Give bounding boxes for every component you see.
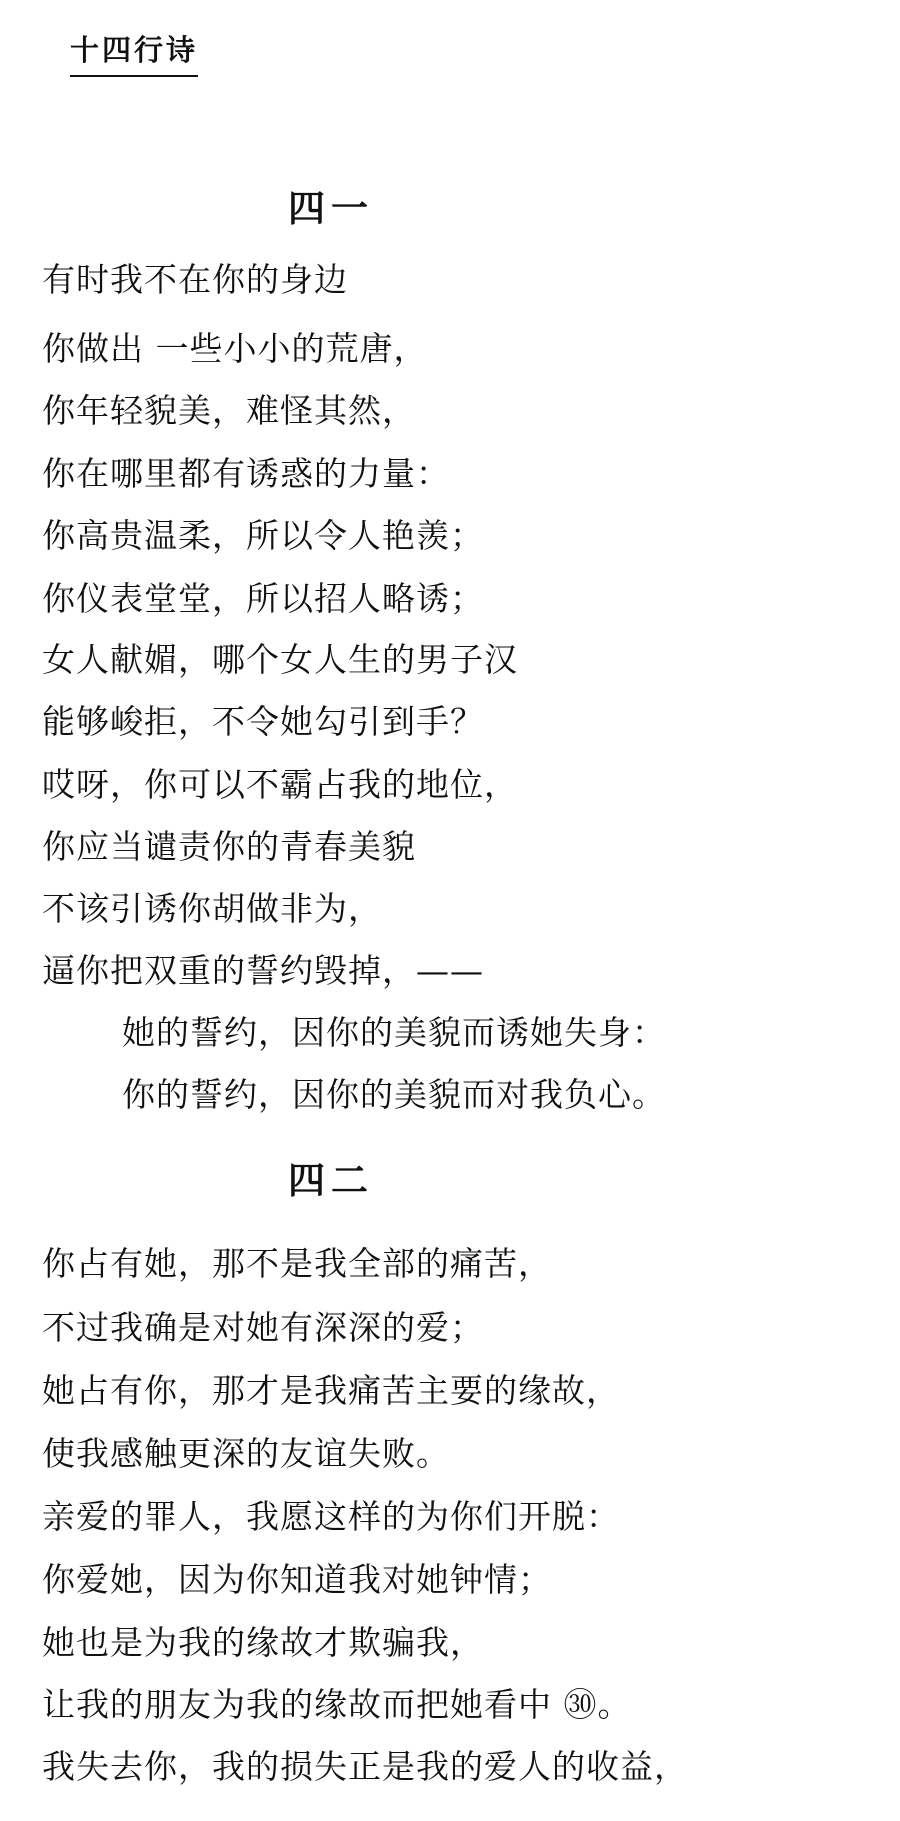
- poem-line: 能够峻拒，不令她勾引到手？: [42, 702, 484, 741]
- sonnet-title: 四二: [288, 1158, 374, 1202]
- poem-line: 亲爱的罪人，我愿这样的为你们开脱：: [42, 1497, 620, 1536]
- poem-line: 逼你把双重的誓约毁掉，——: [42, 951, 484, 990]
- poem-line: 哎呀，你可以不霸占我的地位，: [42, 765, 518, 804]
- poem-line: 你爱她，因为你知道我对她钟情；: [42, 1560, 552, 1599]
- poem-line: 你年轻貌美，难怪其然，: [42, 391, 416, 430]
- poem-line: 让我的朋友为我的缘故而把她看中 ㉚。: [42, 1685, 632, 1724]
- poem-line: 你的誓约，因你的美貌而对我负心。: [122, 1075, 666, 1114]
- poem-line: 她占有你，那才是我痛苦主要的缘故，: [42, 1371, 620, 1410]
- page-header: 十四行诗: [70, 28, 198, 77]
- poem-line: 她也是为我的缘故才欺骗我，: [42, 1623, 484, 1662]
- poem-line: 我失去你，我的损失正是我的爱人的收益，: [42, 1747, 688, 1786]
- poem-line: 不该引诱你胡做非为，: [42, 889, 382, 928]
- sonnet-title: 四一: [288, 186, 374, 230]
- poem-line: 有时我不在你的身边: [42, 260, 348, 299]
- poem-line: 你高贵温柔，所以令人艳羡；: [42, 516, 484, 555]
- poem-line: 她的誓约，因你的美貌而诱她失身：: [122, 1013, 666, 1052]
- poem-line: 你占有她，那不是我全部的痛苦，: [42, 1244, 552, 1283]
- poem-line: 你应当谴责你的青春美貌: [42, 827, 416, 866]
- poem-line: 不过我确是对她有深深的爱；: [42, 1308, 484, 1347]
- poem-line: 你仪表堂堂，所以招人略诱；: [42, 579, 484, 618]
- poem-line: 你在哪里都有诱惑的力量：: [42, 454, 450, 493]
- poem-line: 女人献媚，哪个女人生的男子汉: [42, 640, 518, 679]
- poem-line: 你做出 一些小小的荒唐，: [42, 329, 428, 368]
- poem-line: 使我感触更深的友谊失败。: [42, 1434, 450, 1473]
